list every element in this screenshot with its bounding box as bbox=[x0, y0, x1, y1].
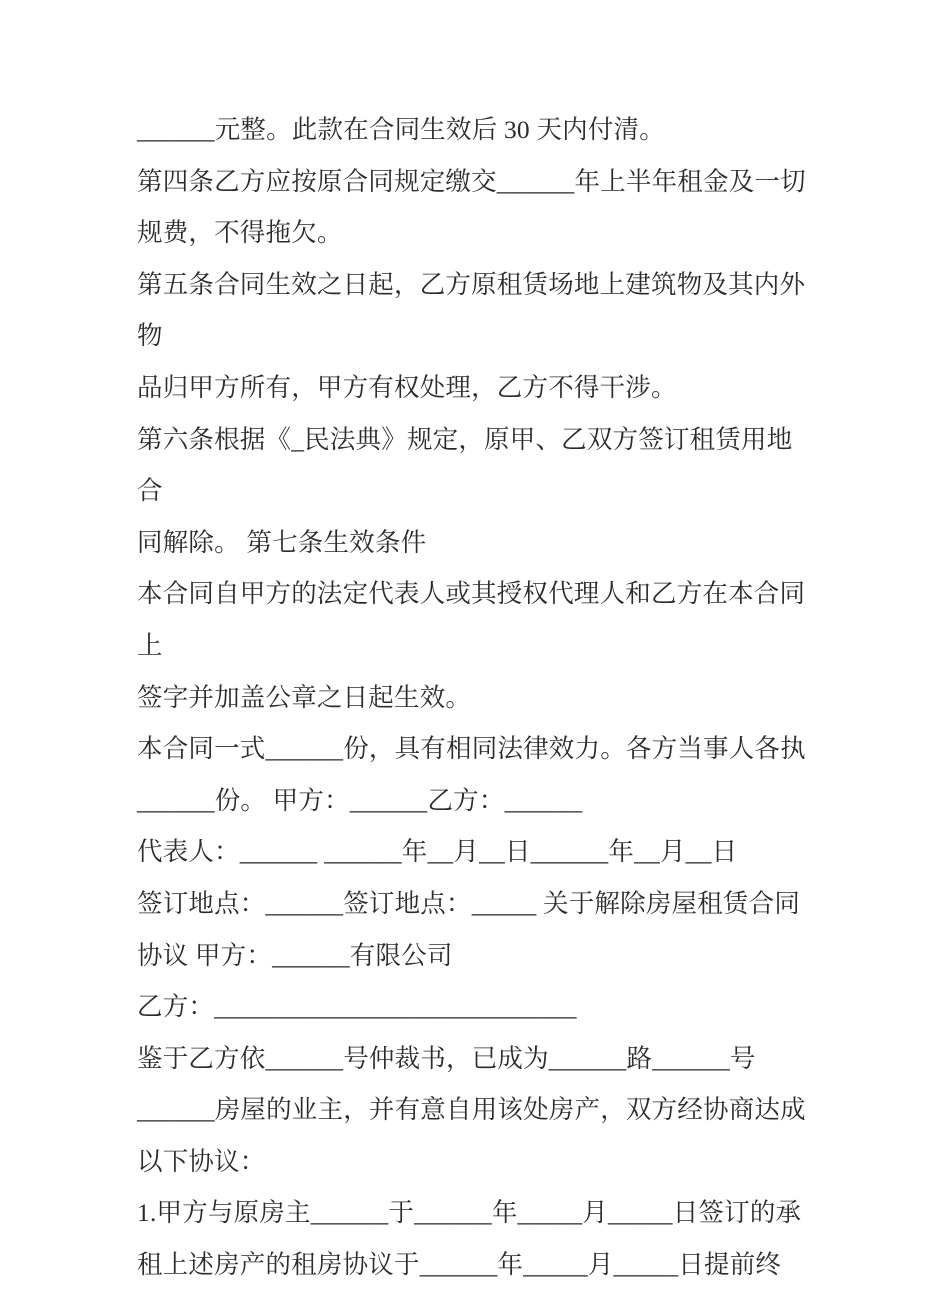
document-line: 鉴于乙方依______号仲裁书，已成为______路______号 bbox=[137, 1043, 756, 1073]
document-line: 同解除。 第七条生效条件 bbox=[137, 527, 427, 557]
document-line: 租上述房产的租房协议于______年_____月_____日提前终 bbox=[137, 1250, 782, 1280]
document-line: 签字并加盖公章之日起生效。 bbox=[137, 682, 472, 712]
document-body bbox=[137, 104, 817, 1291]
document-line: 协议 甲方：______有限公司 bbox=[137, 940, 453, 970]
document-line: 第四条乙方应按原合同规定缴交______年上半年租金及一切 bbox=[137, 166, 806, 196]
document-line: 代表人：______ ______年__月__日______年__月__日 bbox=[137, 837, 738, 867]
document-line: ______元整。此款在合同生效后 30 天内付清。 bbox=[137, 115, 665, 144]
document-line: 签订地点：______签订地点：_____ 关于解除房屋租赁合同 bbox=[137, 888, 801, 918]
document-line: ______房屋的业主，并有意自用该处房产，双方经协商达成 bbox=[137, 1095, 806, 1125]
document-line: 本合同一式______份，具有相同法律效力。各方当事人各执 bbox=[137, 734, 806, 764]
document-line: ______份。 甲方：______乙方：______ bbox=[137, 785, 583, 815]
document-line: 1.甲方与原房主______于______年_____月_____日签订的承 bbox=[137, 1198, 802, 1228]
document-line: 第六条根据《_民法典》规定，原甲、乙双方签订租赁用地合 bbox=[137, 424, 793, 506]
document-line: 规费，不得拖欠。 bbox=[137, 218, 343, 248]
document-line: 以下协议： bbox=[137, 1146, 266, 1176]
document-line: 品归甲方所有，甲方有权处理，乙方不得干涉。 bbox=[137, 372, 677, 402]
document-line: 本合同自甲方的法定代表人或其授权代理人和乙方在本合同上 bbox=[137, 579, 806, 660]
document-line: 第五条合同生效之日起，乙方原租赁场地上建筑物及其内外物 bbox=[137, 269, 806, 351]
document-line: 乙方：____________________________ bbox=[137, 992, 577, 1022]
